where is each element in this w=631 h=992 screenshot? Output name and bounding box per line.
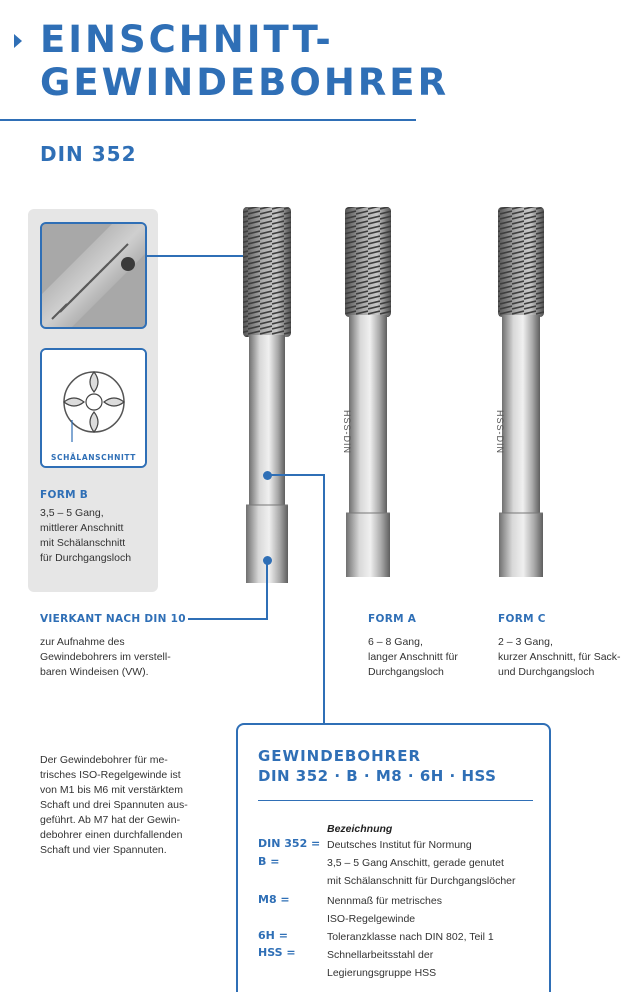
description-line: Schaft und drei Spannuten aus- <box>40 799 188 811</box>
description-line: geführt. Ab M7 hat der Gewin- <box>40 814 181 826</box>
page-title-line-2: GEWINDEBOHRER <box>40 61 450 104</box>
form-a-line: Durchgangsloch <box>368 666 444 678</box>
cut-label: SCHÄLANSCHNITT <box>51 453 136 462</box>
form-c-line: 2 – 3 Gang, <box>498 636 553 648</box>
spec-code: M8 = <box>258 893 290 906</box>
spec-code: B = <box>258 855 280 868</box>
form-c-description <box>498 635 621 680</box>
tap-form-b <box>243 207 291 583</box>
tap-form-c <box>498 207 544 577</box>
spec-connector-horizontal <box>268 474 325 476</box>
form-b-line: mit Schälanschnitt <box>40 537 126 549</box>
form-a-description <box>368 635 458 680</box>
spec-value: ISO-Regelgewinde <box>327 913 416 925</box>
spec-heading: Bezeichnung <box>327 823 393 835</box>
spec-value: Legierungsgruppe HSS <box>327 967 437 979</box>
description-line: trisches ISO-Regelgewinde ist <box>40 769 181 781</box>
description-line: von M1 bis M6 mit verstärktem <box>40 784 183 796</box>
description-line: Der Gewindebohrer für me- <box>40 754 168 766</box>
form-b-line: mittlerer Anschnitt <box>40 522 124 534</box>
spec-value: Nennmaß für metrisches <box>327 895 442 907</box>
description-line: debohrer einen durchfallenden <box>40 829 183 841</box>
title-divider <box>0 119 416 121</box>
spec-code: 6H = <box>258 929 288 942</box>
spec-code: DIN 352 = <box>258 837 321 850</box>
form-c-line: und Durchgangsloch <box>498 666 595 678</box>
vierkant-connector-vertical <box>266 562 268 620</box>
spec-value: Deutsches Institut für Normung <box>327 839 472 851</box>
tap-engraving-a: HSS-DIN <box>342 410 352 455</box>
title-arrow-icon <box>14 34 22 48</box>
spec-value: Schnellarbeitsstahl der <box>327 949 434 961</box>
spec-code: HSS = <box>258 946 296 959</box>
spec-title-line-1: GEWINDEBOHRER <box>258 747 422 765</box>
form-a-line: 6 – 8 Gang, <box>368 636 423 648</box>
cross-section-image <box>40 348 147 468</box>
spec-connector-vertical <box>323 474 325 724</box>
tap-description <box>40 753 188 858</box>
vierkant-description <box>40 635 171 680</box>
form-c-title: FORM C <box>498 613 546 625</box>
form-a-line: langer Anschnitt für <box>368 651 458 663</box>
spec-title-line-2: DIN 352 · B · M8 · 6H · HSS <box>258 767 497 785</box>
spec-value: 3,5 – 5 Gang Anschitt, gerade genutet <box>327 857 504 869</box>
tap-form-a <box>345 207 391 577</box>
description-line: Schaft und vier Spannuten. <box>40 844 167 856</box>
page-subtitle: DIN 352 <box>40 142 137 166</box>
spec-value: mit Schälanschnitt für Durchgangslöcher <box>327 875 516 887</box>
form-b-line: für Durchgangsloch <box>40 552 132 564</box>
vierkant-line: baren Windeisen (VW). <box>40 666 149 678</box>
vierkant-line: Gewindebohrers im verstell- <box>40 651 171 663</box>
form-c-line: kurzer Anschnitt, für Sack- <box>498 651 621 663</box>
form-b-description <box>40 506 131 566</box>
vierkant-title: VIERKANT NACH DIN 10 <box>40 613 186 625</box>
form-a-title: FORM A <box>368 613 417 625</box>
vierkant-line: zur Aufnahme des <box>40 636 125 648</box>
vierkant-connector-horizontal <box>188 618 268 620</box>
tap-engraving-c: HSS-DIN <box>495 410 505 455</box>
thread-closeup-image <box>40 222 147 329</box>
spec-divider <box>258 800 533 801</box>
page-title-line-1: EINSCHNITT- <box>40 18 334 61</box>
form-b-title: FORM B <box>40 489 89 501</box>
form-b-line: 3,5 – 5 Gang, <box>40 507 104 519</box>
taps-illustration <box>200 195 560 595</box>
spec-value: Toleranzklasse nach DIN 802, Teil 1 <box>327 931 494 943</box>
